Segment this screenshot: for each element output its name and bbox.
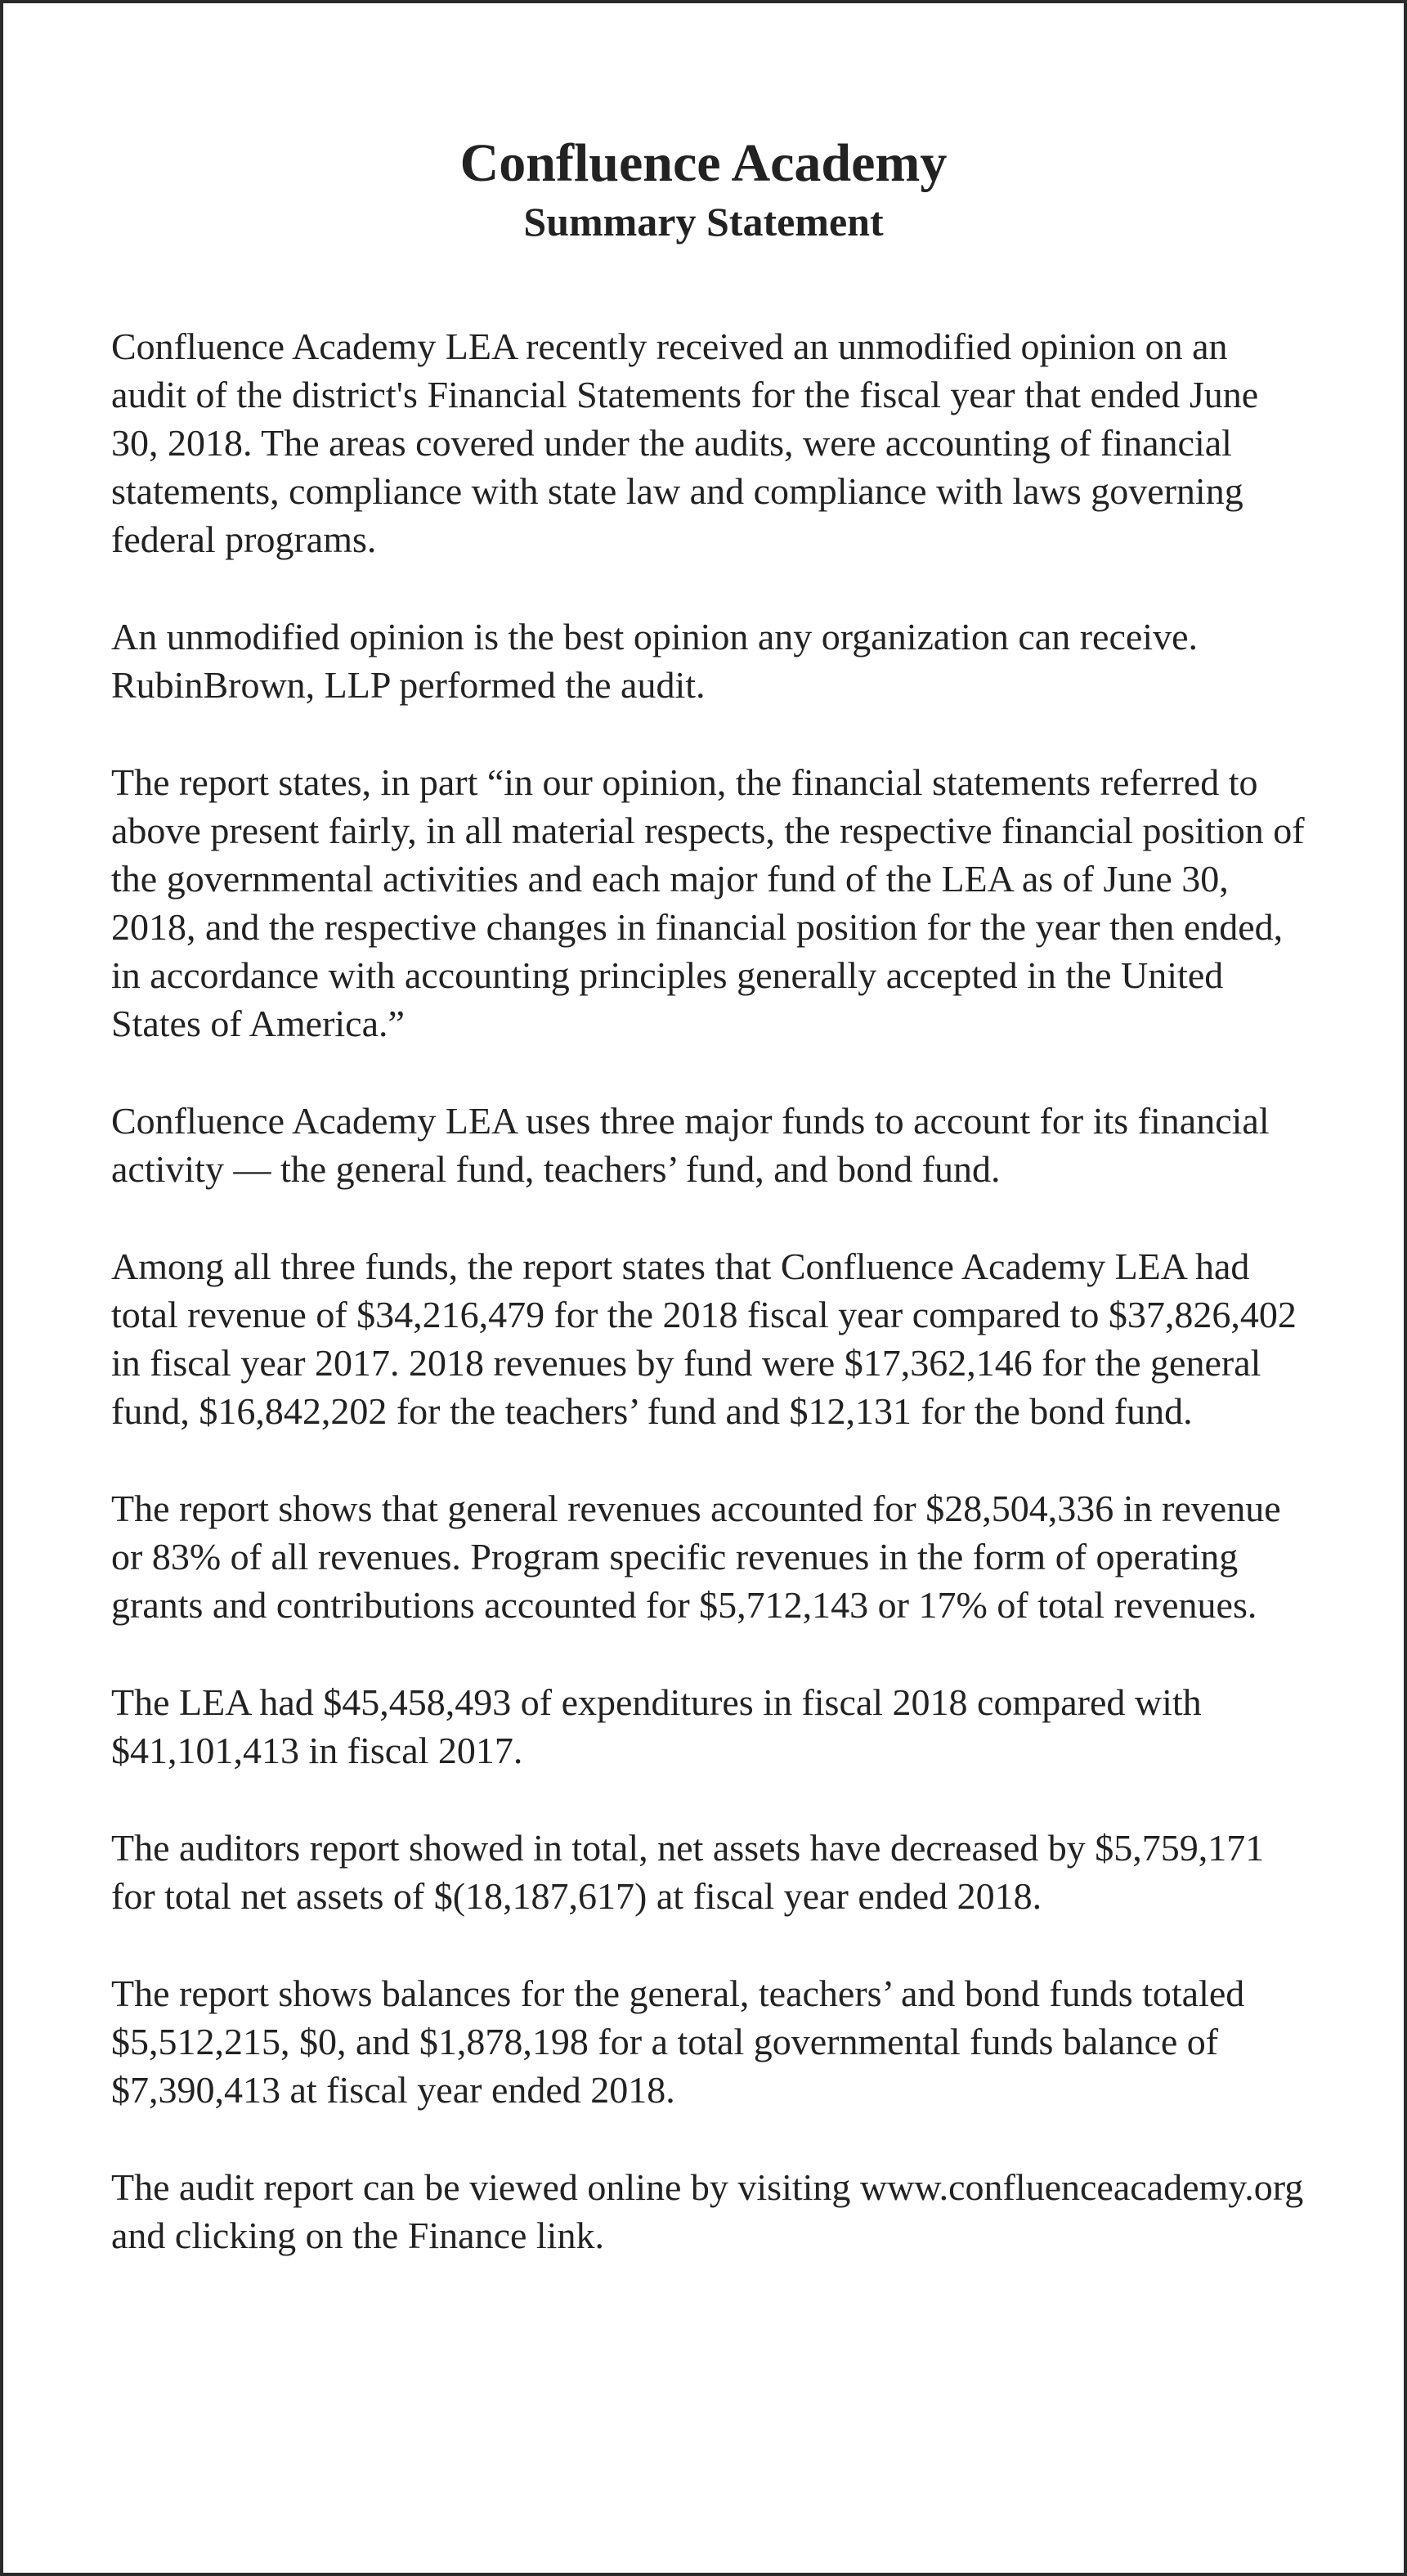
paragraph-report-quote: The report states, in part “in our opinion, the financial statements referred to above present fairly, in all material respects, the respective financial position of the governmental activities and each major fund of the LEA as of June 30, 2018, and the respective changes in financial position for the year then ended, in accordance with accounting principles generally accepted in the United States of America.” bbox=[111, 761, 1305, 1044]
paragraph-audit-opinion: Confluence Academy LEA recently received an unmodified opinion on an audit of the district's Financial Statements for the fiscal year that ended June 30, 2018. The areas covered under the audits, were accounting of financial statements, compliance with state law and compliance with laws governing federal programs. bbox=[111, 325, 1259, 560]
paragraph-general-revenues: The report shows that general revenues accounted for $28,504,336 in revenue or 83% of all revenues. Program specific revenues in the form of operating grants and contributions accounted for $5,712,143 or 17% of total revenues. bbox=[111, 1488, 1281, 1626]
paragraph-major-funds: Confluence Academy LEA uses three major funds to account for its financial activity — the general fund, teachers’ fund, and bond fund. bbox=[111, 1100, 1270, 1190]
paragraph-unmodified-opinion: An unmodified opinion is the best opinion any organization can receive. RubinBrown, LLP performed the audit. bbox=[111, 616, 1198, 706]
paragraph-total-revenue: Among all three funds, the report states that Confluence Academy LEA had total revenue of $34,216,479 for the 2018 fiscal year compared to $37,826,402 in fiscal year 2017. 2018 revenues by fund were $17,362,146 for the general fund, $16,842,202 for the teachers’ fund and $12,131 for the bond fund. bbox=[111, 1245, 1297, 1432]
paragraph-fund-balances: The report shows balances for the general, teachers’ and bond funds totaled $5,512,215, $0, and $1,878,198 for a total governmental funds balance of $7,390,413 at fiscal year ended 2018. bbox=[111, 1972, 1245, 2111]
document-header bbox=[3, 131, 1404, 247]
document-title: Confluence Academy bbox=[459, 133, 948, 193]
paragraph-online-link: The audit report can be viewed online by visiting www.confluenceacademy.org and clicking on the Finance link. bbox=[111, 2166, 1304, 2256]
document-body bbox=[111, 322, 1305, 2309]
document-subtitle: Summary Statement bbox=[523, 199, 884, 245]
paragraph-expenditures: The LEA had $45,458,493 of expenditures in fiscal 2018 compared with $41,101,413 in fiscal 2017. bbox=[111, 1681, 1202, 1771]
paragraph-net-assets: The auditors report showed in total, net assets have decreased by $5,759,171 for total net assets of $(18,187,617) at fiscal year ended 2018. bbox=[111, 1827, 1265, 1917]
